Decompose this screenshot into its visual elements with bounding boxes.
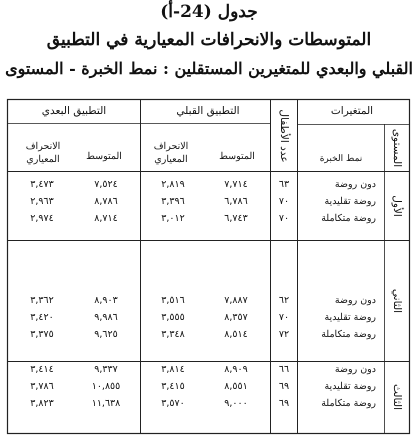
post-sd: ٣,٨٢٣ [30,398,54,409]
table-title-line-2: القبلي والبعدي للمتغيرين المستقلين : نمط الخبرة - المستوى [5,59,413,78]
experience-type: روضة متكاملة [321,213,376,224]
post-sd: ٢,٩٧٤ [30,213,54,224]
table-title-line-1: المتوسطات والانحرافات المعيارية في التطبيق [46,30,372,50]
header-post-sd-line1: الانحراف [25,141,61,152]
pre-sd: ٣,٥١٦ [161,295,185,306]
post-mean: ٧,٥٢٤ [94,179,118,190]
header-post-test: التطبيق البعدي [41,105,107,117]
post-sd: ٣,٤٢٠ [30,312,54,323]
experience-type: روضة تقليدية [324,381,376,392]
header-pre-sd-line1: الانحراف [153,141,189,152]
experience-type: روضة متكاملة [321,329,376,340]
table-caption: جدول (24-أ) [160,2,258,22]
pre-sd: ٣,٣٤٨ [161,329,185,340]
experience-type: روضة تقليدية [324,312,376,323]
post-mean: ٩,٦٢٥ [94,329,118,340]
level-label: الأول [391,195,403,217]
header-pre-sd-line2: المعياري [154,154,188,165]
post-mean: ٨,٧٨٦ [94,196,118,207]
header-variables: المتغيرات [330,105,374,117]
post-mean: ٨,٧١٤ [94,213,118,224]
header-post-mean: المتوسط [86,151,122,162]
children-count: ٧٢ [278,329,290,340]
header-children-count: عدد الأطفال [278,109,290,163]
pre-sd: ٢,٨١٩ [161,179,185,190]
pre-sd: ٣,٠١٢ [161,213,185,224]
post-mean: ١٠,٨٥٥ [91,381,121,392]
pre-mean: ٨,٥٥١ [224,381,248,392]
children-count: ٦٢ [278,295,290,306]
pre-mean: ٧,٧١٤ [224,179,248,190]
pre-mean: ٨,٣٥٧ [224,312,248,323]
children-count: ٧٠ [278,312,290,323]
children-count: ٧٠ [278,196,290,207]
pre-mean: ٦,٧٤٣ [224,213,248,224]
post-sd: ٢,٩٦٣ [30,196,54,207]
pre-mean: ٧,٨٨٧ [224,295,248,306]
pre-mean: ٨,٥١٤ [224,329,248,340]
experience-type: دون روضة [334,179,376,190]
post-mean: ١١,٦٣٨ [91,398,121,409]
post-sd: ٣,٤٧٣ [30,179,54,190]
experience-type: روضة متكاملة [321,398,376,409]
post-mean: ٨,٩٠٣ [94,295,118,306]
header-experience-type: نمط الخبرة [319,154,363,164]
children-count: ٦٣ [278,179,290,190]
level-label: الثاني [391,288,403,314]
experience-type: دون روضة [334,364,376,375]
post-sd: ٣,٤١٤ [30,364,54,375]
header-pre-mean: المتوسط [219,151,255,162]
children-count: ٦٩ [278,381,290,392]
post-mean: ٩,٣٣٧ [94,364,118,375]
post-sd: ٣,٣٦٢ [30,295,54,306]
pre-mean: ٦,٧٨٦ [224,196,248,207]
experience-type: روضة تقليدية [324,196,376,207]
children-count: ٦٦ [278,364,290,375]
header-post-sd-line2: المعياري [26,154,60,165]
pre-sd: ٣,٥٧٠ [161,398,185,409]
post-mean: ٩,٩٨٦ [94,312,118,323]
header-level: المستوى [391,128,403,168]
post-sd: ٣,٣٧٥ [30,329,54,340]
pre-sd: ٣,٥٥٥ [161,312,185,323]
pre-sd: ٣,٤١٥ [161,381,185,392]
post-sd: ٣,٧٨٦ [30,381,54,392]
pre-sd: ٣,٨١٤ [161,364,185,375]
children-count: ٦٩ [278,398,290,409]
header-pre-test: التطبيق القبلي [176,105,240,117]
children-count: ٧٠ [278,213,290,224]
level-label: الثالث [391,384,403,410]
experience-type: دون روضة [334,295,376,306]
pre-mean: ٨,٩٠٩ [224,364,248,375]
pre-mean: ٩,٠٠٠ [224,398,248,409]
pre-sd: ٣,٣٩٦ [161,196,185,207]
